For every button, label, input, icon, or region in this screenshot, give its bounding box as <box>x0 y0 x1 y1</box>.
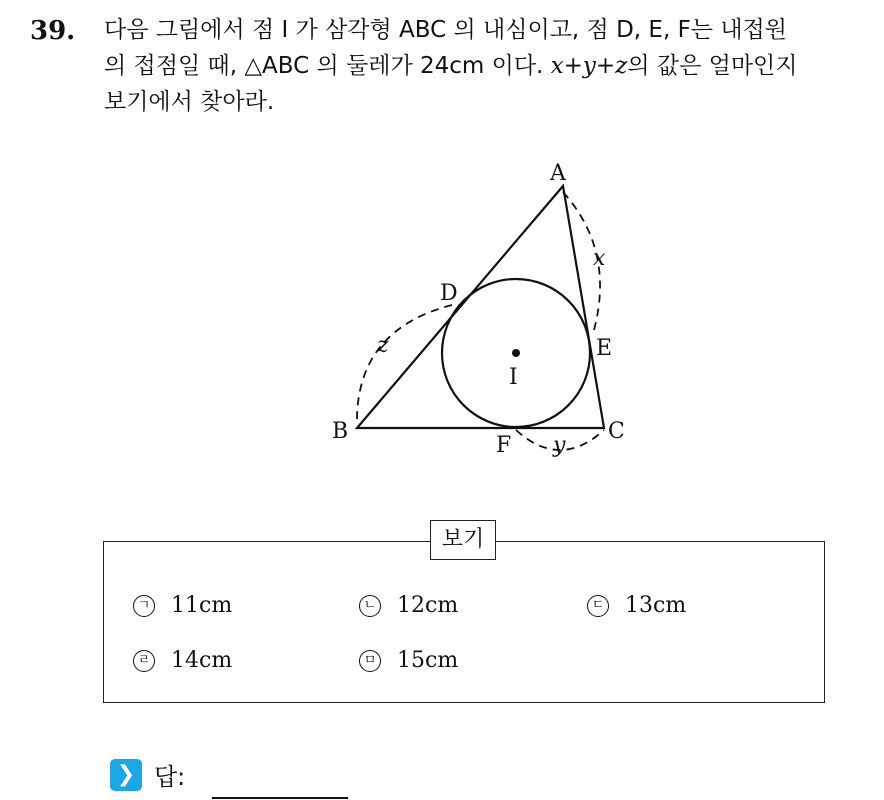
label-x: x <box>593 246 606 271</box>
option-2-text: 12cm <box>397 593 459 618</box>
option-1[interactable] <box>133 593 232 618</box>
label-c: C <box>608 419 625 444</box>
label-f: F <box>496 433 512 458</box>
option-4-text: 14cm <box>171 648 233 673</box>
option-5-text: 15cm <box>397 648 459 673</box>
incenter-dot <box>512 349 520 357</box>
question-math-expression: x+y+z <box>550 53 628 79</box>
answer-input-line[interactable] <box>212 797 348 799</box>
answer-label: 답: <box>154 763 186 791</box>
option-3-mark: ㄷ <box>587 595 609 617</box>
option-1-mark: ㄱ <box>133 595 155 617</box>
question-line-1: 다음 그림에서 점 I 가 삼각형 ABC 의 내심이고, 점 D, E, F는 내접원 <box>104 17 787 43</box>
label-z: z <box>377 333 389 358</box>
chevron-right-icon: ❯ <box>110 759 142 791</box>
bogi-title: 보기 <box>430 520 496 560</box>
question-line-3: 보기에서 찾아라. <box>104 89 275 115</box>
label-e: E <box>596 336 613 361</box>
label-i: I <box>509 365 518 390</box>
option-4[interactable] <box>133 648 232 673</box>
option-2[interactable] <box>359 593 458 618</box>
label-a: A <box>550 161 566 186</box>
label-y: y <box>553 433 566 458</box>
answer-row <box>110 757 185 792</box>
label-d: D <box>440 281 458 306</box>
bogi-box <box>103 541 825 703</box>
option-3-text: 13cm <box>625 593 687 618</box>
option-3[interactable] <box>587 593 686 618</box>
arc-z <box>357 305 452 425</box>
option-5[interactable] <box>359 648 458 673</box>
option-4-mark: ㄹ <box>133 650 155 672</box>
triangle-abc <box>357 186 604 428</box>
question-number: 39. <box>30 16 76 46</box>
option-2-mark: ㄴ <box>359 595 381 617</box>
label-b: B <box>332 419 349 444</box>
option-1-text: 11cm <box>171 593 233 618</box>
question-line-2-pre: 의 접점일 때, △ABC 의 둘레가 24cm 이다. <box>104 53 551 79</box>
option-5-mark: ㅁ <box>359 650 381 672</box>
question-line-2-post: 의 값은 얼마인지 <box>627 53 798 79</box>
